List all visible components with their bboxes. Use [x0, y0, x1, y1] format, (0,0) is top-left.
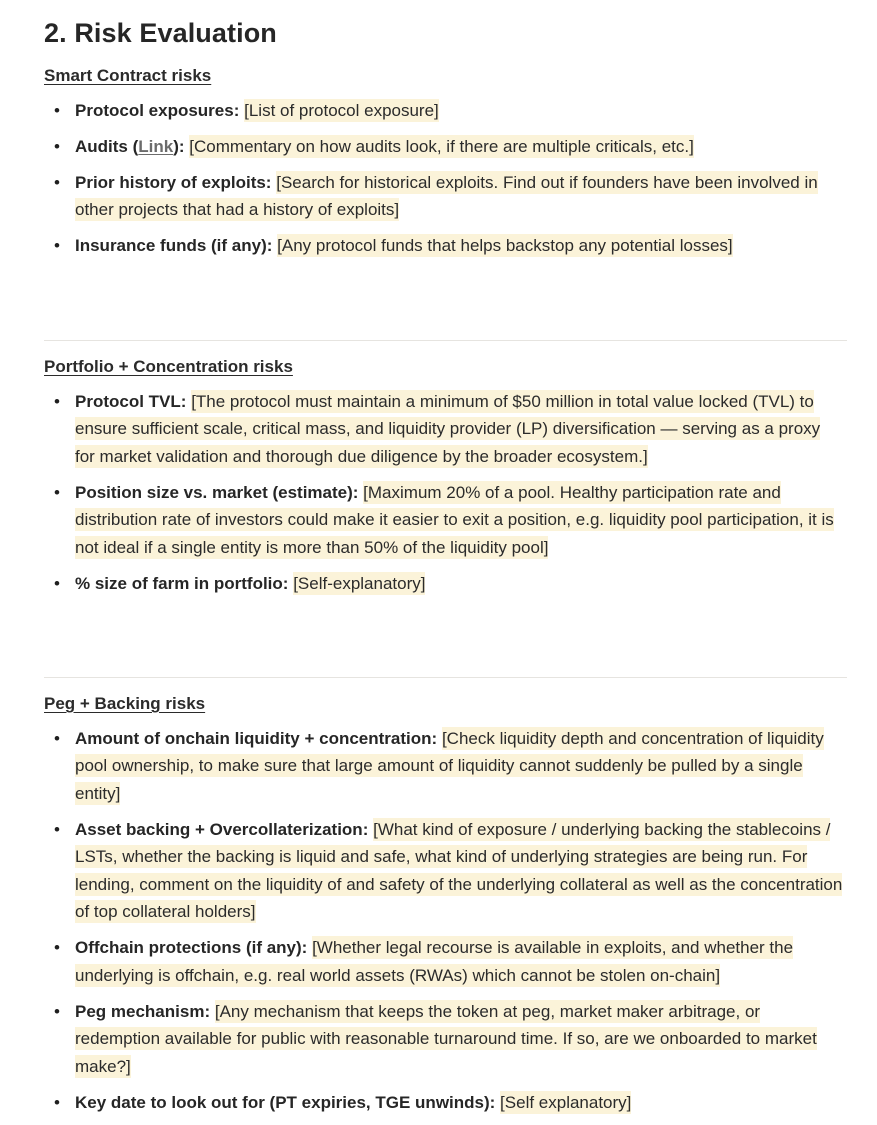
- item-label: Insurance funds (if any):: [75, 236, 273, 255]
- item-label: Key date to look out for (PT expiries, TGE unwinds):: [75, 1092, 496, 1112]
- section-divider: [44, 677, 847, 678]
- item-label-start: Audits (: [75, 136, 139, 156]
- item-label: Amount of onchain liquidity + concentration:: [75, 728, 438, 748]
- list-item: [44, 816, 843, 926]
- list-item: [44, 133, 843, 161]
- item-placeholder-text: [Whether legal recourse is available in exploits, and whether the underlying is offchain, e.g. real world assets (RWAs) which cannot be stolen on-chain]: [75, 938, 794, 985]
- list-item: [44, 725, 843, 808]
- item-placeholder-text: [Any mechanism that keeps the token at peg, market maker arbitrage, or redemption available for public with reasonable turnaround time. If so, are we onboarded to market make?]: [75, 1001, 817, 1076]
- item-placeholder-text: [Any protocol funds that helps backstop any potential losses]: [277, 236, 733, 255]
- item-placeholder-text: [What kind of exposure / underlying backing the stablecoins / LSTs, whether the backing is liquid and safe, what kind of underlying strategies are being run. For lending, comment on the liquidity of and safety of the underlying collateral as well as the concentration of top collateral holders]: [75, 819, 843, 921]
- section-peg-backing-risks: [44, 692, 843, 1116]
- item-placeholder-text: [Self explanatory]: [500, 1092, 632, 1112]
- item-placeholder-text: [Search for historical exploits. Find out if founders have been involved in other projects that had a history of exploits]: [75, 172, 818, 219]
- item-placeholder-text: [Commentary on how audits look, if there are multiple criticals, etc.]: [189, 136, 694, 156]
- list-item: [44, 97, 843, 125]
- item-label: Peg mechanism:: [75, 1001, 211, 1021]
- section-heading-portfolio: Portfolio + Concentration risks: [44, 357, 293, 376]
- section-smart-contract-risks: [44, 64, 843, 260]
- section-heading-smart-contract: Smart Contract risks: [44, 66, 212, 85]
- bullet-icon: •: [54, 391, 60, 411]
- item-placeholder-text: [List of protocol exposure]: [244, 100, 439, 120]
- bullet-icon: •: [54, 482, 60, 502]
- item-label: Asset backing + Overcollaterization:: [75, 819, 369, 839]
- item-placeholder-text: [Check liquidity depth and concentration of liquidity pool ownership, to make sure that large amount of liquidity cannot suddenly be pulled by a single entity]: [75, 728, 824, 803]
- smart-contract-list: [44, 97, 843, 260]
- item-placeholder-text: [Self-explanatory]: [293, 573, 426, 593]
- item-label: Protocol TVL:: [75, 391, 187, 411]
- bullet-icon: •: [54, 136, 60, 156]
- list-item: [44, 169, 843, 224]
- item-label: Protocol exposures:: [75, 100, 240, 120]
- portfolio-list: [44, 388, 843, 598]
- item-label-end: ):: [173, 136, 185, 156]
- bullet-icon: •: [54, 1001, 60, 1021]
- page-title: 2. Risk Evaluation: [44, 18, 277, 48]
- item-label: [75, 137, 185, 156]
- list-item: [44, 570, 843, 598]
- item-label: % size of farm in portfolio:: [75, 573, 289, 593]
- item-label: Offchain protections (if any):: [75, 938, 308, 957]
- list-item: [44, 934, 843, 989]
- bullet-icon: •: [54, 236, 60, 255]
- bullet-icon: •: [54, 100, 60, 120]
- list-item: [44, 232, 843, 260]
- list-item: [44, 388, 843, 471]
- item-placeholder-text: [The protocol must maintain a minimum of $50 million in total value locked (TVL) to ensure sufficient scale, critical mass, and liquidity provider (LP) diversification — serving as a proxy for market validation and thorough due diligence by the broader ecosystem.]: [75, 391, 821, 466]
- section-divider: [44, 340, 847, 341]
- list-item: [44, 998, 843, 1081]
- bullet-icon: •: [54, 1092, 60, 1112]
- bullet-icon: •: [54, 938, 60, 957]
- bullet-icon: •: [54, 172, 60, 192]
- section-portfolio-risks: [44, 355, 843, 597]
- bullet-icon: •: [54, 573, 60, 593]
- section-heading-peg: Peg + Backing risks: [44, 694, 206, 713]
- list-item: [44, 1089, 843, 1117]
- item-label: Position size vs. market (estimate):: [75, 482, 359, 502]
- item-label: Prior history of exploits:: [75, 172, 272, 192]
- bullet-icon: •: [54, 819, 60, 839]
- bullet-icon: •: [54, 728, 60, 748]
- item-placeholder-text: [Maximum 20% of a pool. Healthy participation rate and distribution rate of investors could make it easier to exit a position, e.g. liquidity pool participation, it is not ideal if a single entity is more than 50% of the liquidity pool]: [75, 482, 834, 557]
- audits-link[interactable]: Link: [138, 136, 174, 156]
- peg-list: [44, 725, 843, 1117]
- list-item: [44, 479, 843, 562]
